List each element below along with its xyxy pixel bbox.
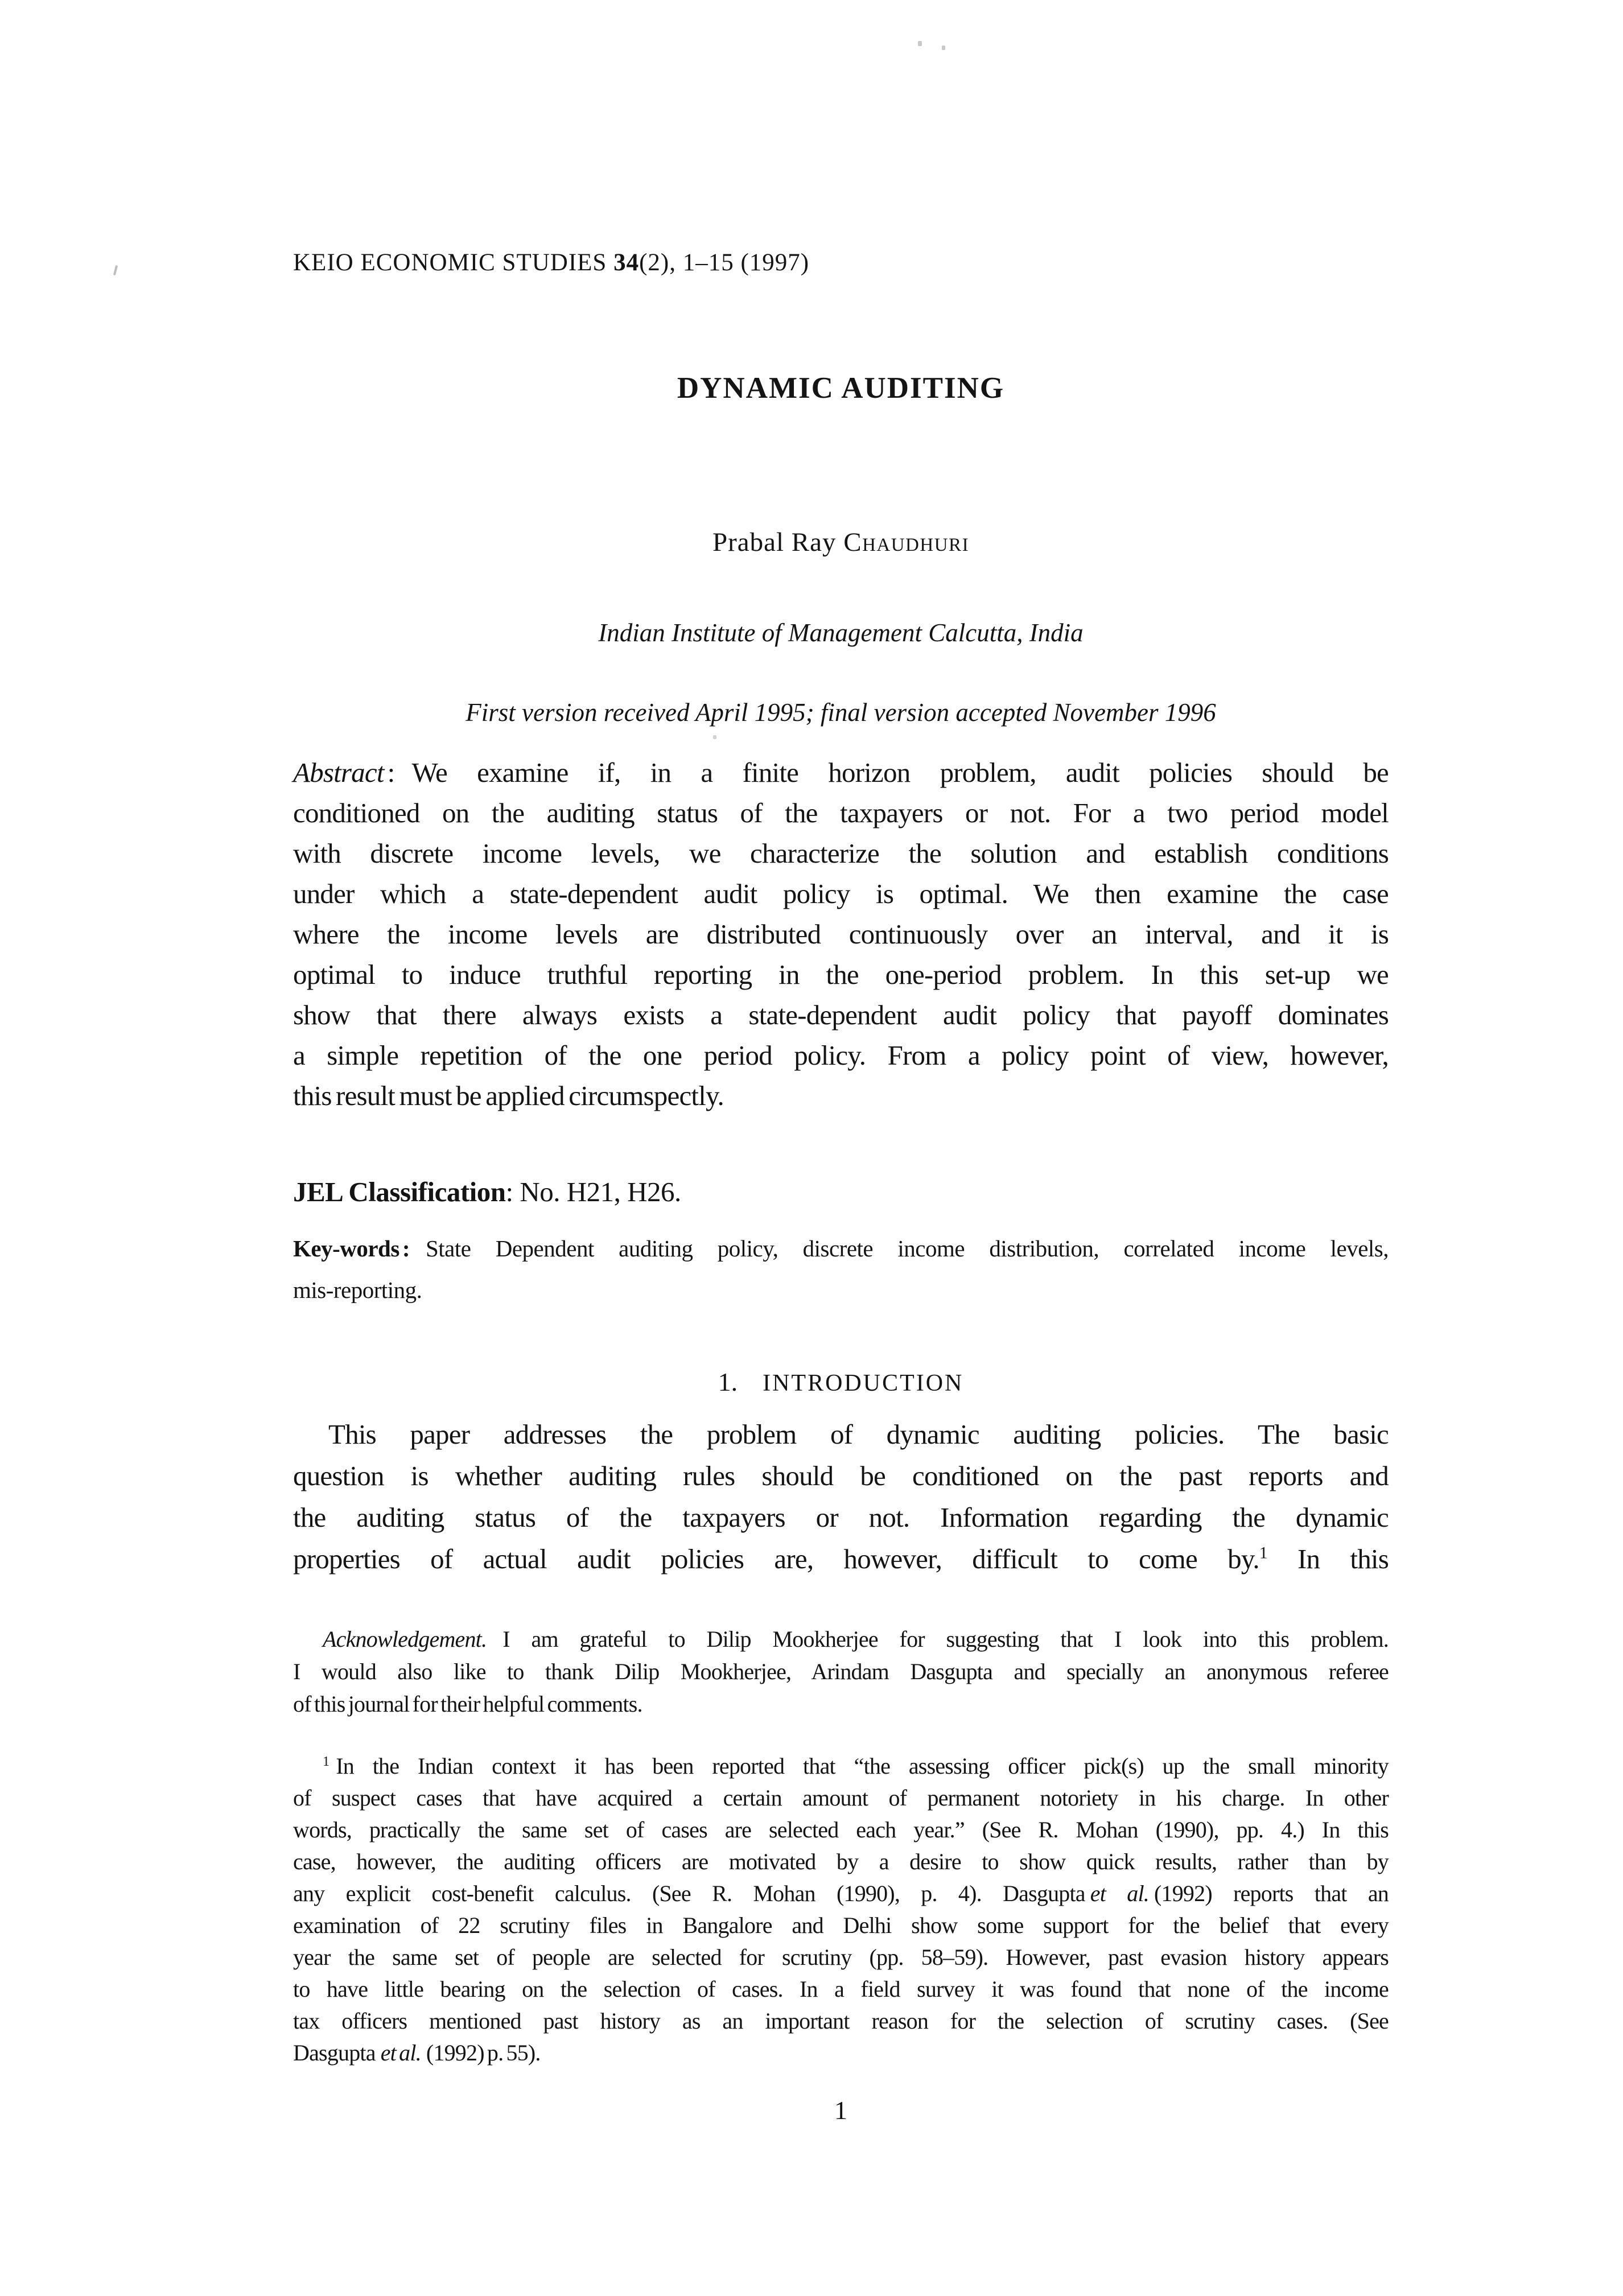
acknowledgement-line xyxy=(293,1623,1389,1655)
section-number: 1. xyxy=(718,1367,738,1396)
keywords-block xyxy=(293,1228,1389,1311)
acknowledgement-text: I am grateful to Dilip Mookherjee for suggesting that I look into this problem. xyxy=(502,1626,1389,1652)
footnote-etal-italic: et al. xyxy=(1090,1881,1149,1906)
abstract-colon: : xyxy=(387,757,395,788)
footnote-line: to have little bearing on the selection of cases. In a field survey it was found that none of the income xyxy=(293,1976,1389,2002)
footnote-text: any explicit cost-benefit calculus. (See R. Mohan (1990), p. 4). Dasgupta xyxy=(293,1881,1085,1906)
abstract-line: this result must be applied circumspectly. xyxy=(293,1080,724,1111)
paragraph-line: the auditing status of the taxpayers or not. Information regarding the dynamic xyxy=(293,1502,1389,1533)
abstract-text: We examine if, in a finite horizon problem, audit policies should be xyxy=(411,757,1389,788)
author-family-name: Chaudhuri xyxy=(843,527,970,557)
abstract-line xyxy=(293,752,1389,793)
abstract-line: conditioned on the auditing status of the taxpayers or not. For a two period model xyxy=(293,797,1389,828)
affiliation-line: Indian Institute of Management Calcutta, India xyxy=(598,619,1084,647)
author-line xyxy=(293,527,1389,558)
section-heading xyxy=(293,1367,1389,1397)
keywords-colon: : xyxy=(402,1235,410,1262)
journal-header xyxy=(293,249,1389,277)
abstract-line: show that there always exists a state-dependent audit policy that payoff dominates xyxy=(293,999,1389,1030)
journal-issue-pages-year: (2), 1–15 (1997) xyxy=(639,249,810,276)
abstract-label: Abstract xyxy=(293,757,384,788)
jel-codes: : No. H21, H26. xyxy=(505,1176,681,1207)
abstract-line: optimal to induce truthful reporting in the one-period problem. In this set-up we xyxy=(293,959,1389,990)
footnote-line: year the same set of people are selected for scrutiny (pp. 58–59). However, past evasion history appears xyxy=(293,1944,1389,1970)
keywords-label: Key-words xyxy=(293,1235,399,1262)
footnote-line xyxy=(293,1878,1389,1910)
received-dates-line: First version received April 1995; final version accepted November 1996 xyxy=(466,698,1216,727)
footnote-line: examination of 22 scrutiny files in Bangalore and Delhi show some support for the belief that every xyxy=(293,1912,1389,1938)
acknowledgement-label: Acknowledgement. xyxy=(323,1626,487,1652)
abstract-line: under which a state-dependent audit policy is optimal. We then examine the case xyxy=(293,878,1389,909)
scan-artifact xyxy=(113,265,118,275)
keywords-text: State Dependent auditing policy, discrete income distribution, correlated income levels, xyxy=(425,1235,1389,1262)
acknowledgement-line: I would also like to thank Dilip Mookherjee, Arindam Dasgupta and specially an anonymous referee xyxy=(293,1659,1389,1684)
introduction-paragraph xyxy=(293,1413,1389,1580)
abstract-line: a simple repetition of the one period policy. From a policy point of view, however, xyxy=(293,1040,1389,1071)
scan-artifact xyxy=(942,46,945,50)
footnote-text: (1992) reports that an xyxy=(1154,1881,1389,1906)
footnote-text: Dasgupta xyxy=(293,2040,376,2066)
paper-title: DYNAMIC AUDITING xyxy=(677,372,1005,405)
footnote-reference-superscript: 1 xyxy=(1259,1544,1267,1563)
paragraph-text: In this xyxy=(1267,1543,1389,1574)
paragraph-line xyxy=(293,1538,1389,1580)
footnote-marker-superscript: 1 xyxy=(323,1754,329,1769)
jel-classification-line xyxy=(293,1176,1389,1208)
keywords-line: mis-reporting. xyxy=(293,1277,422,1303)
footnote-line xyxy=(293,2037,1389,2069)
acknowledgement-line: of this journal for their helpful comments. xyxy=(293,1691,642,1717)
scan-artifact xyxy=(918,41,922,46)
scan-artifact xyxy=(713,735,716,739)
keywords-line xyxy=(293,1228,1389,1269)
footnote-line: words, practically the same set of cases are selected each year.” (See R. Mohan (1990), pp. 4.) In this xyxy=(293,1817,1389,1842)
footnote-line: of suspect cases that have acquired a certain amount of permanent notoriety in his charge. In other xyxy=(293,1785,1389,1811)
abstract-paragraph xyxy=(293,752,1389,1116)
paragraph-line: question is whether auditing rules should be conditioned on the past reports and xyxy=(293,1460,1389,1491)
footnote-line: case, however, the auditing officers are motivated by a desire to show quick results, rather than by xyxy=(293,1849,1389,1874)
abstract-line: where the income levels are distributed continuously over an interval, and it is xyxy=(293,918,1389,950)
paragraph-line: This paper addresses the problem of dynamic auditing policies. The basic xyxy=(328,1419,1389,1450)
footnote-line: tax officers mentioned past history as an important reason for the selection of scrutiny cases. (See xyxy=(293,2008,1389,2034)
acknowledgement-block xyxy=(293,1623,1389,1720)
journal-volume: 34 xyxy=(613,249,640,276)
footnote-etal-italic: et al. xyxy=(380,2040,421,2066)
footnote-text: In the Indian context it has been reported that “the assessing officer pick(s) up the small minority xyxy=(336,1753,1389,1779)
abstract-line: with discrete income levels, we characterize the solution and establish conditions xyxy=(293,838,1389,869)
paragraph-text: properties of actual audit policies are, however, difficult to come by. xyxy=(293,1543,1259,1574)
footnote-text: (1992) p. 55). xyxy=(426,2040,541,2066)
author-given-name: Prabal Ray xyxy=(712,527,844,557)
jel-label: JEL Classification xyxy=(293,1176,506,1207)
footnote-block xyxy=(293,1750,1389,2069)
section-title: INTRODUCTION xyxy=(763,1370,964,1396)
footnote-line xyxy=(293,1750,1389,1782)
journal-name: KEIO ECONOMIC STUDIES xyxy=(293,249,614,276)
page-number: 1 xyxy=(834,2096,847,2125)
